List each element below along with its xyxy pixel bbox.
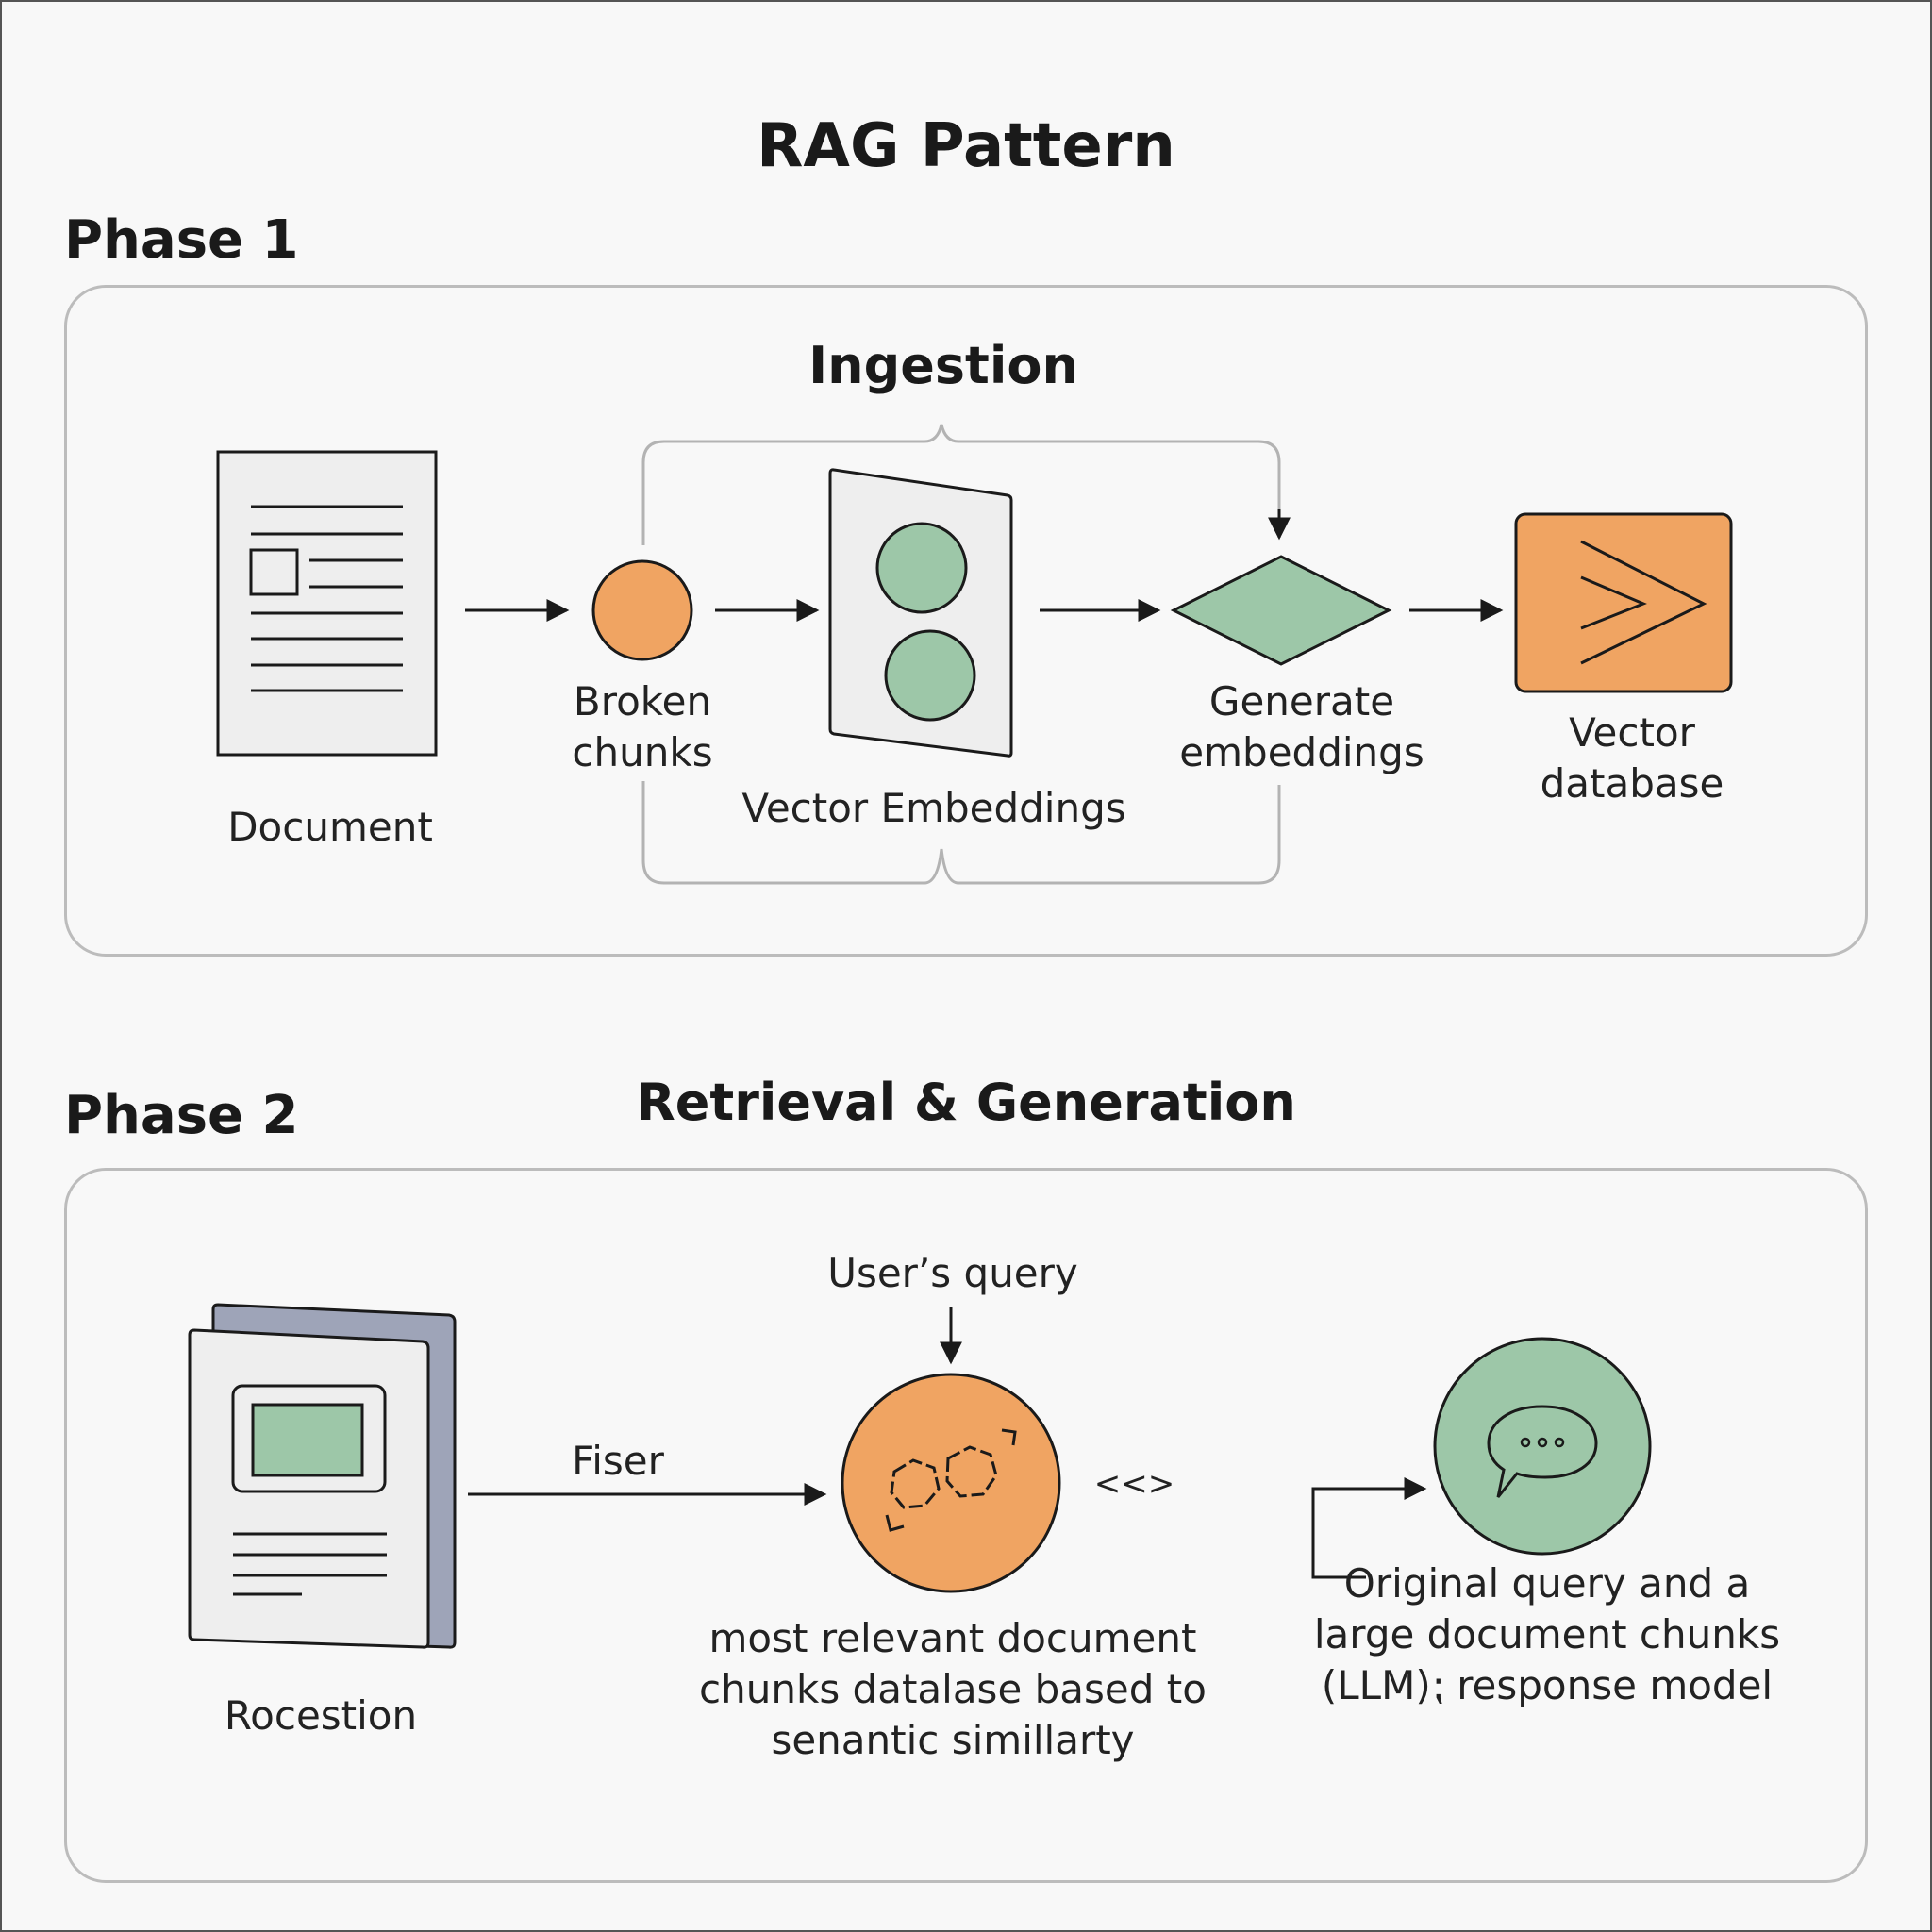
phase2-subtitle: Retrieval & Generation bbox=[636, 1073, 1296, 1132]
vector-db-label: Vector database bbox=[1540, 709, 1724, 807]
code-symbol: <<> bbox=[1093, 1465, 1175, 1503]
document-label: Document bbox=[227, 804, 433, 850]
vector-embeddings-label: Vector Embeddings bbox=[741, 785, 1126, 831]
phase1-subtitle: Ingestion bbox=[808, 336, 1078, 395]
phase2-heading: Phase 2 bbox=[64, 1085, 299, 1146]
source-document-icon bbox=[190, 1305, 455, 1647]
chunks-label: Broken chunks bbox=[572, 678, 713, 775]
source-label: Rocestion bbox=[224, 1692, 418, 1739]
retrieval-node bbox=[842, 1374, 1059, 1591]
query-label: User’s query bbox=[827, 1250, 1078, 1296]
retrieval-label: most relevant document chunks datalase based to senantic simillarty bbox=[699, 1615, 1207, 1763]
llm-label: Original query and a large document chunks (LLM)⁏ response model bbox=[1313, 1560, 1781, 1708]
fiser-edge-label: Fiser bbox=[572, 1438, 664, 1484]
llm-node bbox=[1435, 1339, 1650, 1554]
generate-label: Generate embeddings bbox=[1179, 678, 1424, 775]
phase1-heading: Phase 1 bbox=[64, 209, 299, 271]
diagram-title: RAG Pattern bbox=[757, 111, 1175, 181]
